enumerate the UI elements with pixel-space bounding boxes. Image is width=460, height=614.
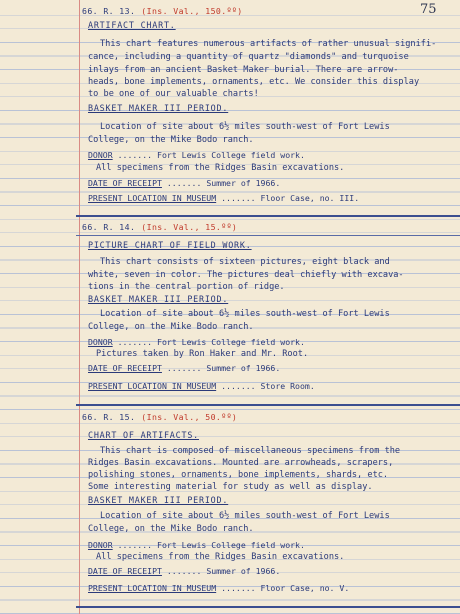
description-line: inlays from an ancient Basket Maker burial. There are arrow- xyxy=(88,65,399,75)
description-line: white, seven in color. The pictures deal chiefly with excava- xyxy=(88,270,404,280)
museum-location-label: PRESENT LOCATION IN MUSEUM xyxy=(88,583,217,593)
entry-separator xyxy=(76,404,460,406)
site-location-line: Location of site about 6½ miles south-west of Fort Lewis xyxy=(100,511,390,521)
insured-value: (Ins. Val., 15.ºº) xyxy=(141,222,238,232)
period-label: BASKET MAKER III PERIOD. xyxy=(88,294,229,304)
museum-location-label: PRESENT LOCATION IN MUSEUM xyxy=(88,193,217,203)
description-line: Some interesting material for study as well as display. xyxy=(88,482,373,492)
receipt-value: Summer of 1966. xyxy=(206,363,281,373)
donor-line: DONOR ....... Fort Lewis College field work. xyxy=(88,540,305,550)
description-line: Ridges Basin excavations. Mounted are arrowheads, scrapers, xyxy=(88,458,394,468)
description-line: polishing stones, ornaments, bone implements, shards, etc. xyxy=(88,470,389,480)
period-label: BASKET MAKER III PERIOD. xyxy=(88,495,229,505)
receipt-line: DATE OF RECEIPT ....... Summer of 1966. xyxy=(88,178,281,188)
museum-location-line: PRESENT LOCATION IN MUSEUM ....... Store Room. xyxy=(88,381,315,391)
donor-note: Pictures taken by Ron Haker and Mr. Root. xyxy=(96,349,309,359)
donor-value: Fort Lewis College field work. xyxy=(157,337,305,347)
donor-line: DONOR ....... Fort Lewis College field work. xyxy=(88,150,305,160)
receipt-line: DATE OF RECEIPT ....... Summer of 1966. xyxy=(88,566,281,576)
museum-location-value: Floor Case, no. V. xyxy=(260,583,350,593)
receipt-label: DATE OF RECEIPT xyxy=(88,566,162,576)
donor-label: DONOR xyxy=(88,540,113,550)
catalog-number: 66. R. 15. xyxy=(82,412,136,422)
catalog-number: 66. R. 14. xyxy=(82,222,136,232)
donor-label: DONOR xyxy=(88,337,113,347)
catalog-number-line xyxy=(82,6,243,16)
margin-rule xyxy=(79,0,80,614)
entry-title: PICTURE CHART OF FIELD WORK. xyxy=(88,240,252,250)
description-line: tions in the central portion of ridge. xyxy=(88,282,285,292)
receipt-value: Summer of 1966. xyxy=(206,178,281,188)
entry-separator xyxy=(76,215,460,217)
receipt-line: DATE OF RECEIPT ....... Summer of 1966. xyxy=(88,363,281,373)
entry-title: ARTIFACT CHART. xyxy=(88,20,176,30)
donor-line: DONOR ....... Fort Lewis College field work. xyxy=(88,337,305,347)
donor-value: Fort Lewis College field work. xyxy=(157,150,305,160)
catalog-number-line xyxy=(82,412,237,422)
donor-note: All specimens from the Ridges Basin excavations. xyxy=(96,163,345,173)
description-line: to be one of our valuable charts! xyxy=(88,89,259,99)
museum-location-value: Floor Case, no. III. xyxy=(260,193,360,203)
donor-label: DONOR xyxy=(88,150,113,160)
museum-location-line: PRESENT LOCATION IN MUSEUM ....... Floor Case, no. III. xyxy=(88,193,360,203)
description-line: cance, including a quantity of quartz "diamonds" and turquoise xyxy=(88,52,409,62)
museum-location-value: Store Room. xyxy=(260,381,315,391)
insured-value: (Ins. Val., 150.ºº) xyxy=(141,6,243,16)
page-number: 75 xyxy=(420,2,437,17)
site-location-line: College, on the Mike Bodo ranch. xyxy=(88,524,254,534)
entry-title: CHART OF ARTIFACTS. xyxy=(88,430,200,440)
description-line: This chart is composed of miscellaneous specimens from the xyxy=(100,446,401,456)
museum-location-label: PRESENT LOCATION IN MUSEUM xyxy=(88,381,217,391)
description-line: This chart features numerous artifacts of rather unusual signifi- xyxy=(100,39,437,49)
museum-location-line: PRESENT LOCATION IN MUSEUM ....... Floor Case, no. V. xyxy=(88,583,350,593)
catalog-number-line xyxy=(82,222,237,232)
site-location-line: College, on the Mike Bodo ranch. xyxy=(88,135,254,145)
description-line: heads, bone implements, ornaments, etc. We consider this display xyxy=(88,77,420,87)
entry-separator xyxy=(76,606,460,608)
description-line: This chart consists of sixteen pictures, eight black and xyxy=(100,257,390,267)
donor-value: Fort Lewis College field work. xyxy=(157,540,305,550)
site-location-line: College, on the Mike Bodo ranch. xyxy=(88,322,254,332)
site-location-line: Location of site about 6½ miles south-west of Fort Lewis xyxy=(100,122,390,132)
catalog-number: 66. R. 13. xyxy=(82,6,136,16)
donor-note: All specimens from the Ridges Basin excavations. xyxy=(96,552,345,562)
header-underline xyxy=(76,235,460,236)
receipt-value: Summer of 1966. xyxy=(206,566,281,576)
insured-value: (Ins. Val., 50.ºº) xyxy=(141,412,238,422)
receipt-label: DATE OF RECEIPT xyxy=(88,363,162,373)
receipt-label: DATE OF RECEIPT xyxy=(88,178,162,188)
site-location-line: Location of site about 6½ miles south-west of Fort Lewis xyxy=(100,309,390,319)
period-label: BASKET MAKER III PERIOD. xyxy=(88,103,229,113)
